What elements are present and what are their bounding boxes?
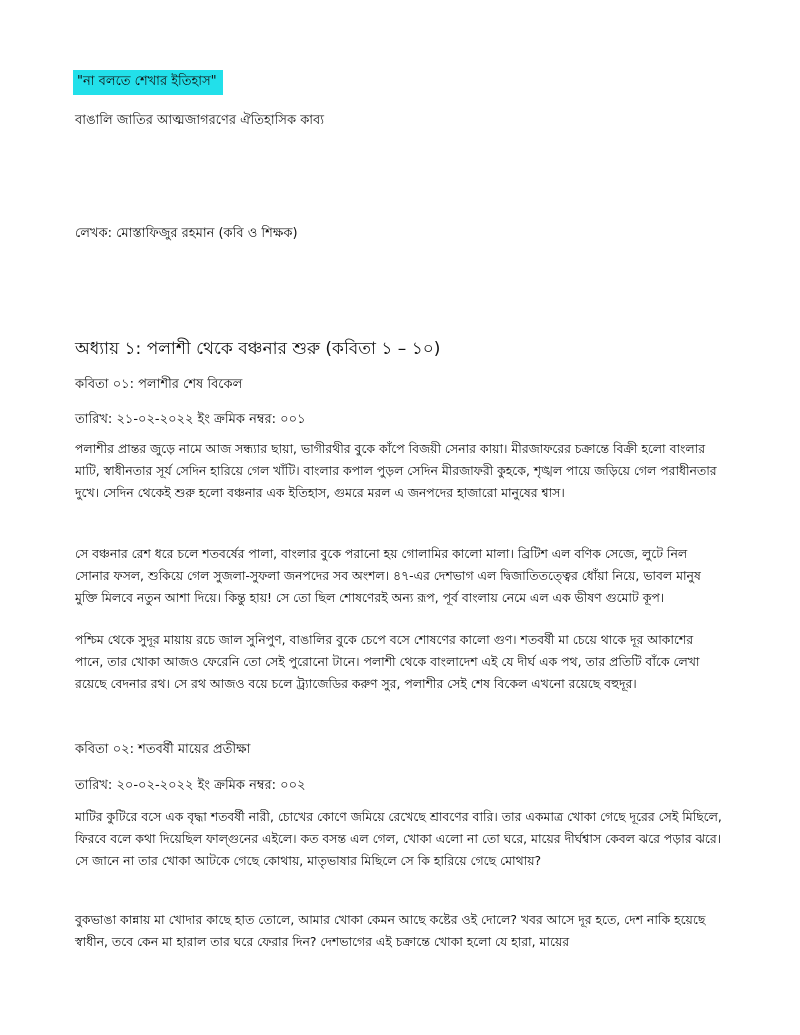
poem-title: কবিতা ০২: শতবর্ষী মায়ের প্রতীক্ষা (75, 742, 251, 757)
poem-paragraph: মাটির কুটিরে বসে এক বৃদ্ধা শতবর্ষী নারী, চোখের কোণে জমিয়ে রেখেছে শ্রাবণের বারি। তার একমাত্র খোকা গেছে দূরের সেই মিছিলে, ফিরবে বলে কথা দিয়েছিল ফাল্গুনের এইলে। কত বসন্ত এল গেল, খোকা এলো না তো ঘরে, মায়ের দীর্ঘশ্বাস কেবল ঝরে পড়ার ঝরে। সে জানে না তার খোকা আটকে গেছে কোথায়, মাতৃভাষার মিছিলে সে কি হারিয়ে গেছে মোথায়? (75, 809, 722, 868)
chapter-heading: অধ্যায় ১: পলাশী থেকে বঞ্চনার শুরু (কবিতা ১ – ১০) (75, 339, 441, 359)
poem-title: কবিতা ০১: পলাশীর শেষ বিকেল (75, 377, 243, 392)
poem-paragraph: পলাশীর প্রান্তর জুড়ে নামে আজ সন্ধ্যার ছায়া, ভাগীরথীর বুকে কাঁপে বিজয়ী সেনার কায়া। মীরজাফরের চক্রান্তে বিক্রী হলো বাংলার মাটি, স্বাধীনতার সূর্য সেদিন হারিয়ে গেল খাঁটি। বাংলার কপাল পুড়ল সেদিন মীরজাফরী কুহকে, শৃঙ্খল পায়ে জড়িয়ে গেল পরাধীনতার দুখে। সেদিন থেকেই শুরু হলো বঞ্চনার এক ইতিহাস, গুমরে মরল এ জনপদের হাজারো মানুষের শ্বাস। (75, 441, 717, 500)
poem-meta: তারিখ: ২১-০২-২০২২ ইং ক্রমিক নম্বর: ০০১ (75, 412, 306, 427)
document-title: "না বলতে শেখার ইতিহাস" (73, 70, 223, 95)
poem-meta: তারিখ: ২০-০২-২০২২ ইং ক্রমিক নম্বর: ০০২ (75, 778, 306, 793)
author-line: লেখক: মোস্তাফিজুর রহমান (কবি ও শিক্ষক) (75, 226, 298, 241)
poem-paragraph: পশ্চিম থেকে সুদূর মায়ায় রচে জাল সুনিপুণ, বাঙালির বুকে চেপে বসে শোষণের কালো গুণ। শতবর্ষী মা চেয়ে থাকে দূর আকাশের পানে, তার খোকা আজও ফেরেনি তো সেই পুরোনো টানে। পলাশী থেকে বাংলাদেশ এই যে দীর্ঘ এক পথ, তার প্রতিটি বাঁকে লেখা রয়েছে বেদনার রথ। সে রথ আজও বয়ে চলে ট্র্যাজেডির করুণ সুর, পলাশীর সেই শেষ বিকেল এখনো রয়েছে বহুদূর। (75, 632, 700, 691)
document-subtitle: বাঙালি জাতির আত্মজাগরণের ঐতিহাসিক কাব্য (75, 113, 325, 128)
poem-paragraph: সে বঞ্চনার রেশ ধরে চলে শতবর্ষের পালা, বাংলার বুকে পরানো হয় গোলামির কালো মালা। ব্রিটিশ এল বণিক সেজে, লুটে নিল সোনার ফসল, শুকিয়ে গেল সুজলা-সুফলা জনপদের সব অংশল। ৪৭-এর দেশভাগ এল দ্বিজাতিতত্ত্বের ধোঁয়া নিয়ে, ভাবল মানুষ মুক্তি মিলবে নতুন আশা দিয়ে। কিন্তু হায়! সে তো ছিল শোষণেরই অন্য রূপ, পূর্ব বাংলায় নেমে এল এক ভীষণ গুমোট কূপ। (75, 546, 701, 605)
poem-paragraph: বুকভাঙা কান্নায় মা খোদার কাছে হাত তোলে, আমার খোকা কেমন আছে কষ্টের ওই দোলে? খবর আসে দূর হতে, দেশ নাকি হয়েছে স্বাধীন, তবে কেন মা হারাল তার ঘরে ফেরার দিন? দেশভাগের এই চক্রান্তে খোকা হলো যে হারা, মায়ের (75, 912, 706, 949)
